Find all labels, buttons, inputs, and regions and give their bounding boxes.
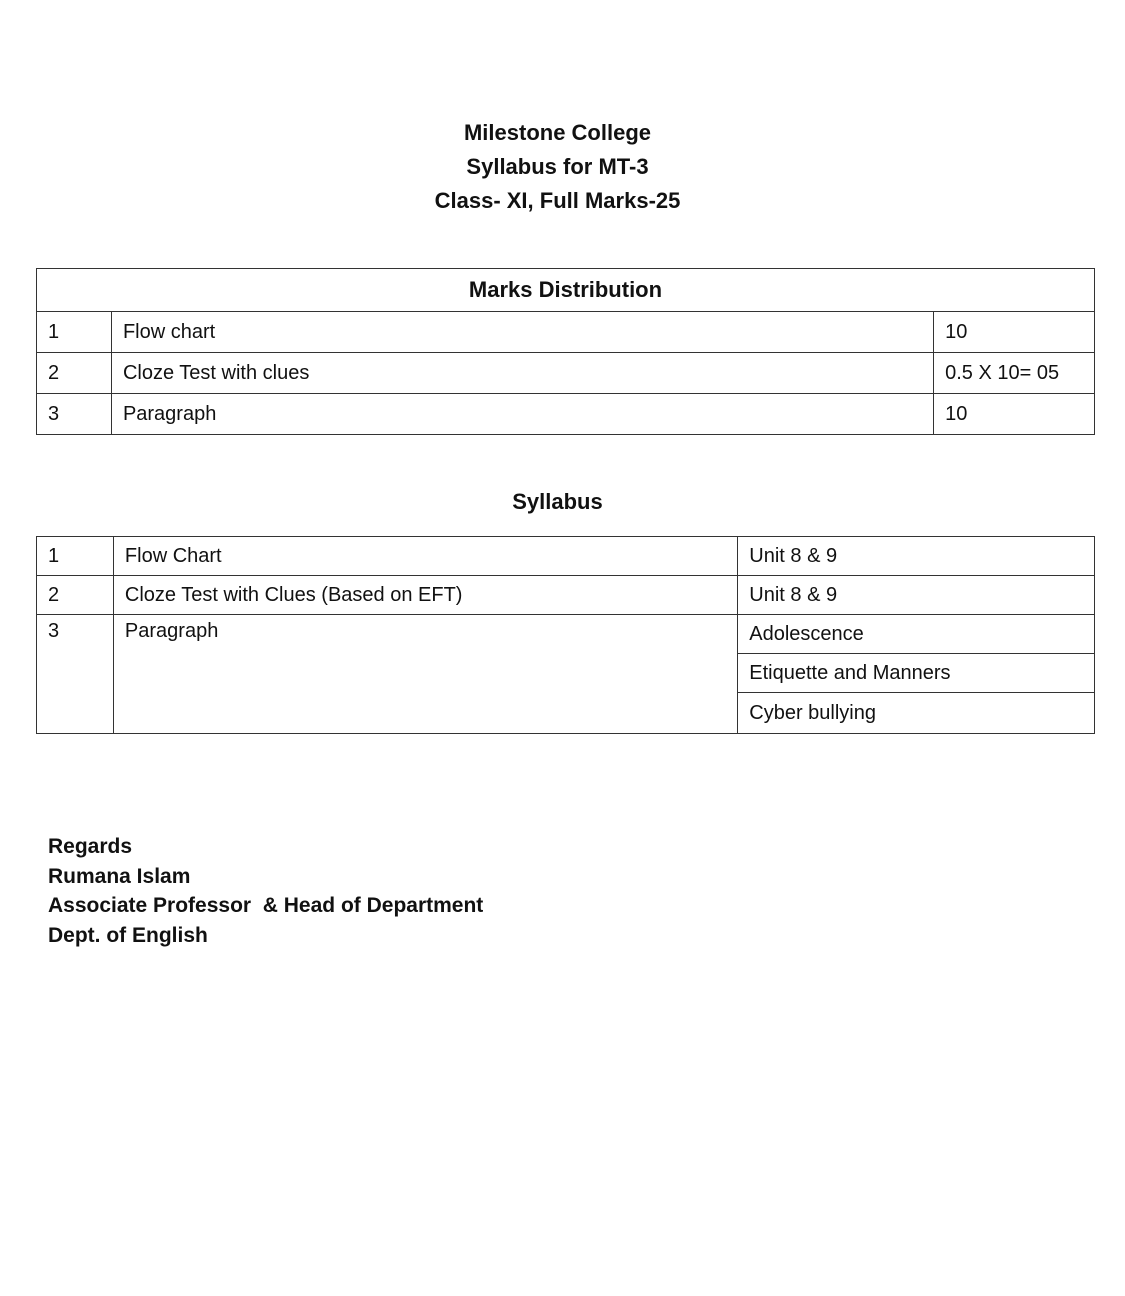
row-marks: 10 xyxy=(934,312,1095,353)
row-marks: 10 xyxy=(934,394,1095,435)
row-content: Unit 8 & 9 xyxy=(738,537,1095,576)
table-row xyxy=(37,394,1095,435)
table-row xyxy=(37,615,1095,654)
signatory-department: Dept. of English xyxy=(48,923,208,947)
row-content: Unit 8 & 9 xyxy=(738,576,1095,615)
row-number: 1 xyxy=(37,537,114,576)
row-item: Cloze Test with Clues (Based on EFT) xyxy=(113,576,737,615)
row-number: 3 xyxy=(37,394,112,435)
row-number: 2 xyxy=(37,353,112,394)
row-item: Flow Chart xyxy=(113,537,737,576)
row-item: Flow chart xyxy=(111,312,933,353)
row-marks: 0.5 X 10= 05 xyxy=(934,353,1095,394)
row-number: 2 xyxy=(37,576,114,615)
marks-distribution-table xyxy=(36,268,1095,435)
row-content: Adolescence xyxy=(738,615,1095,654)
table-row xyxy=(37,353,1095,394)
syllabus-table xyxy=(36,536,1095,734)
signatory-designation: Associate Professor & Head of Department xyxy=(48,894,484,917)
marks-table-title: Marks Distribution xyxy=(37,269,1095,312)
row-item: Paragraph xyxy=(113,615,737,734)
table-row xyxy=(37,312,1095,353)
college-name: Milestone College xyxy=(463,120,652,145)
row-item: Paragraph xyxy=(111,394,933,435)
row-number: 1 xyxy=(37,312,112,353)
table-row xyxy=(37,576,1095,615)
syllabus-title: Syllabus for MT-3 xyxy=(466,154,649,179)
regards-text: Regards xyxy=(48,835,133,858)
signatory-name: Rumana Islam xyxy=(48,864,191,888)
row-item: Cloze Test with clues xyxy=(111,353,933,394)
row-number: 3 xyxy=(37,615,114,734)
signature-block xyxy=(48,832,483,950)
row-content: Etiquette and Manners xyxy=(738,654,1095,693)
row-content: Cyber bullying xyxy=(738,693,1095,734)
document-header xyxy=(0,116,1115,218)
marks-table-header-row xyxy=(37,269,1095,312)
table-row xyxy=(37,537,1095,576)
syllabus-heading: Syllabus xyxy=(512,489,603,514)
class-full-marks: Class- XI, Full Marks-25 xyxy=(434,188,681,213)
